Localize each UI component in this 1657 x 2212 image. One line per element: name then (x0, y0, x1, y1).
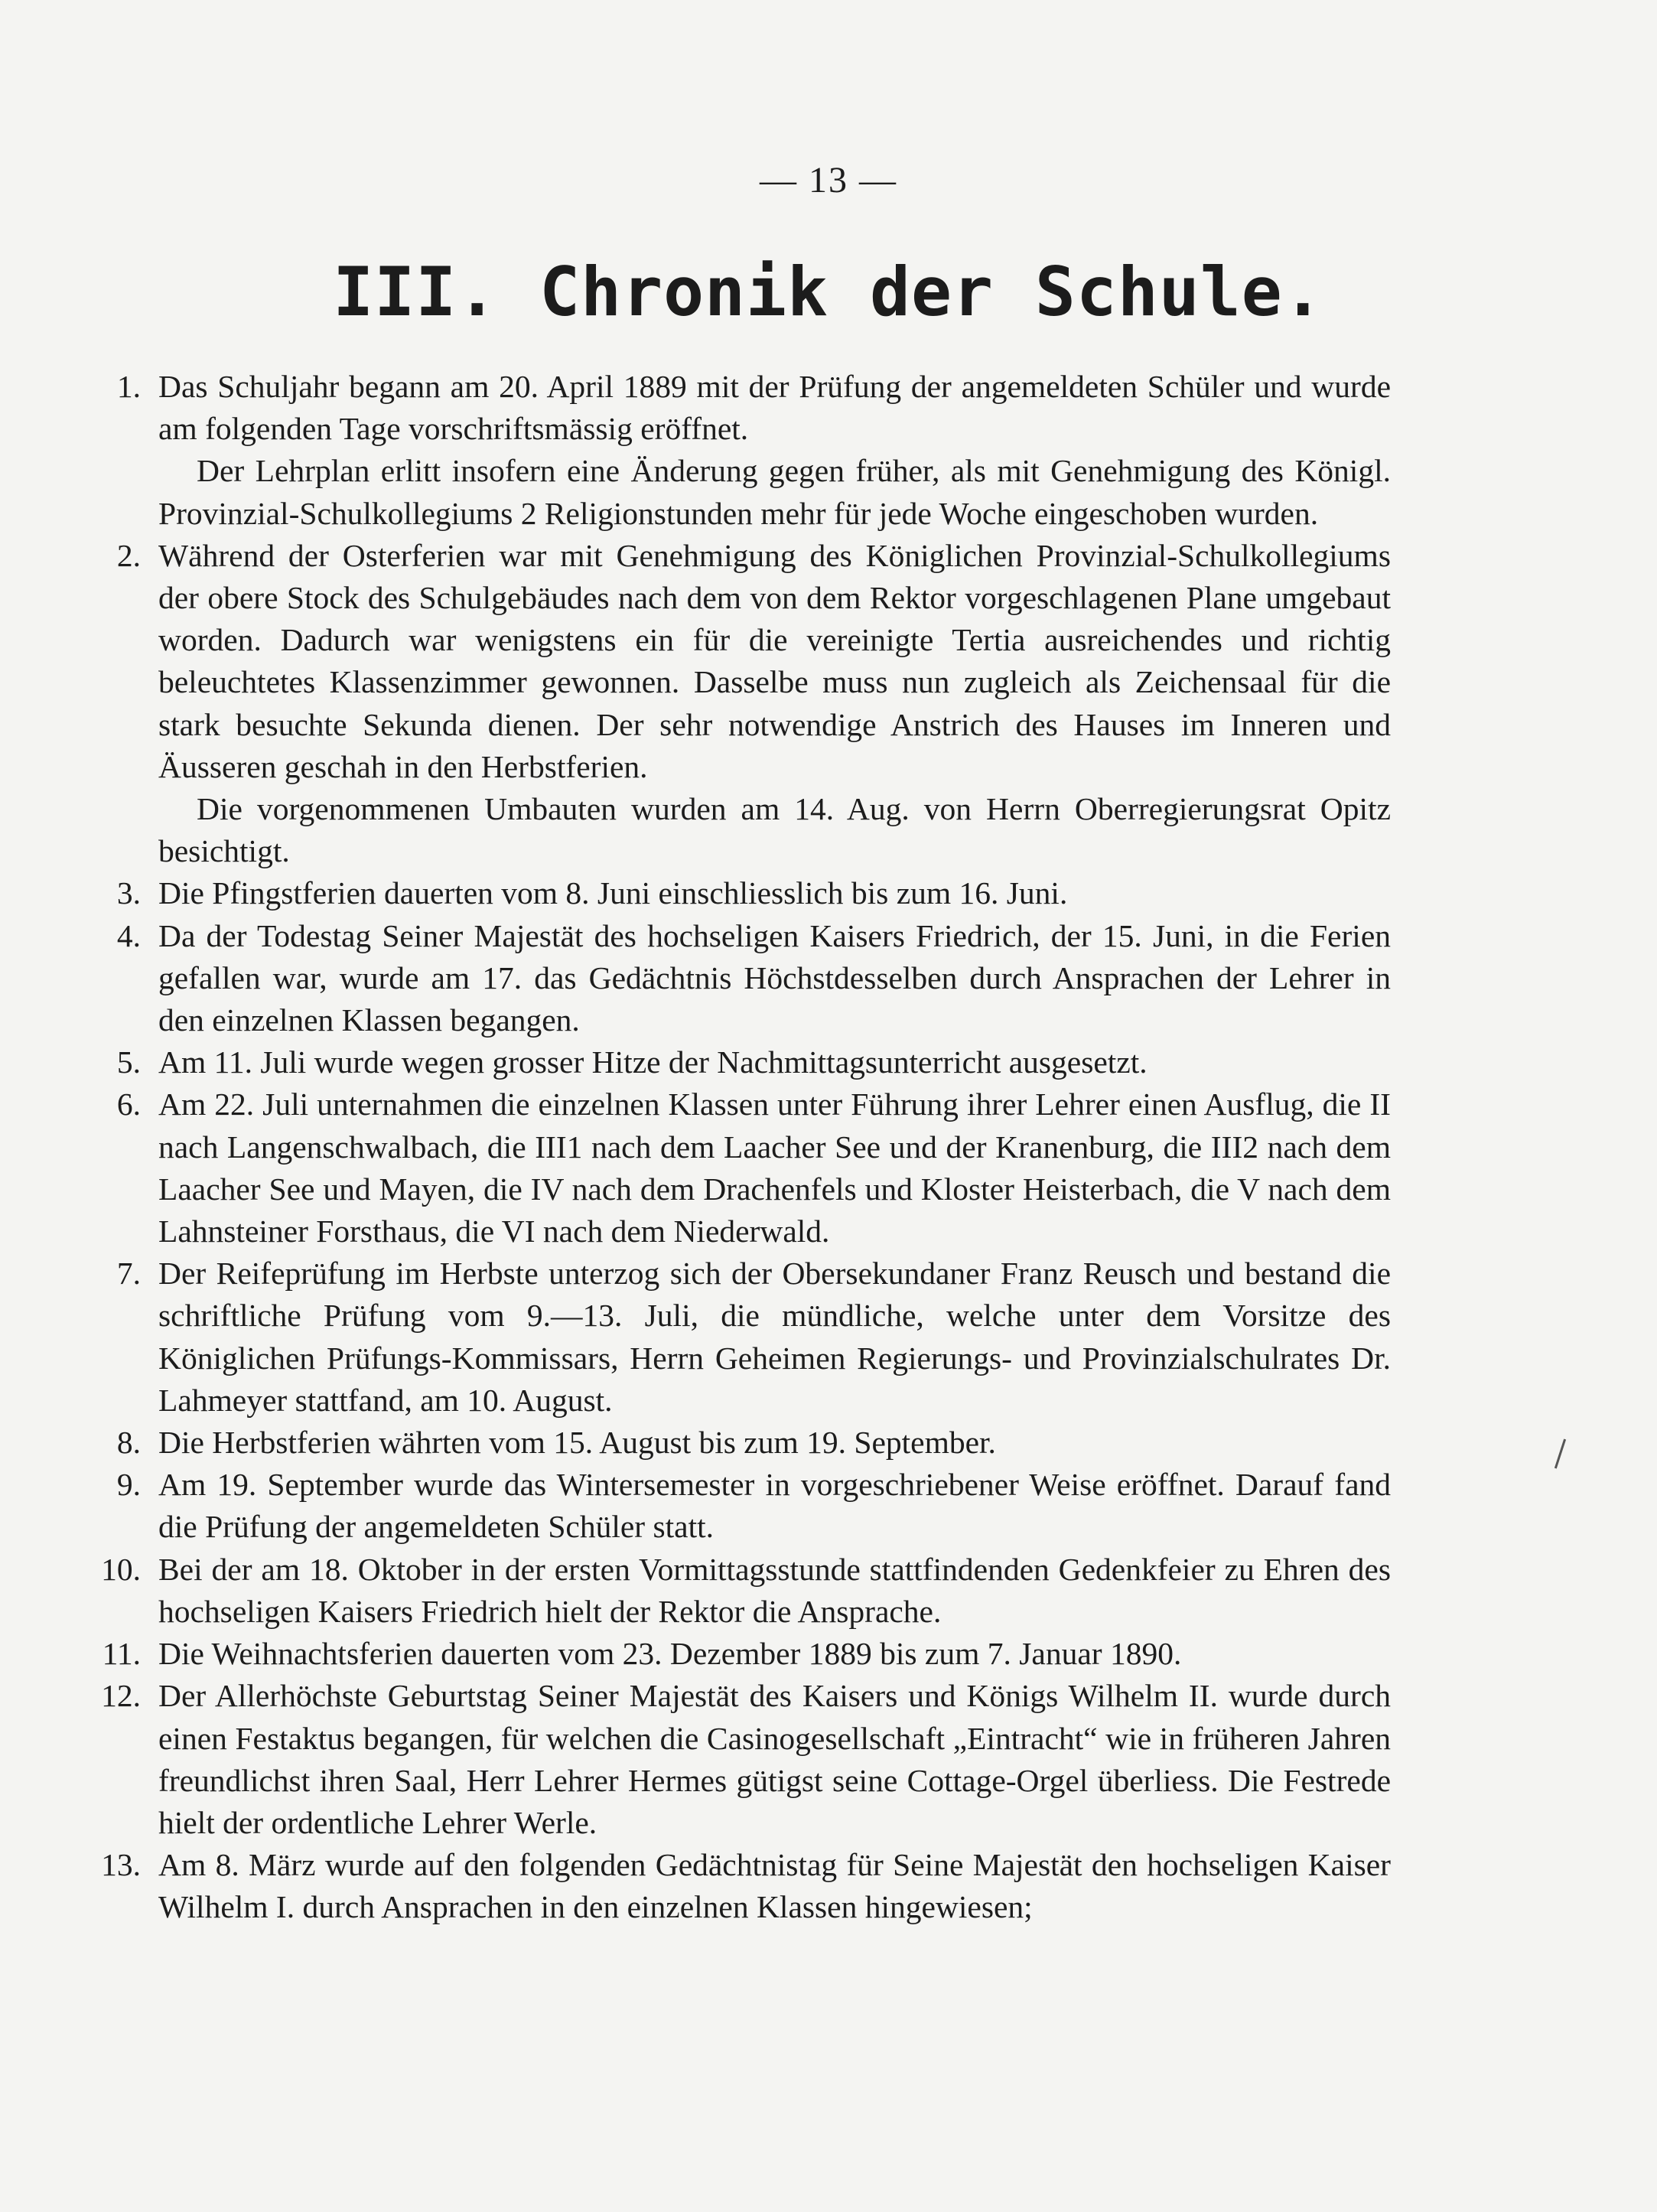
entry-number: 8. (116, 1425, 141, 1461)
entry-text: Während der Osterferien war mit Genehmigung des Königlichen Provinzial-Schulkollegiums der obere Stock des Schulgebäudes nach dem von dem Rektor vorgeschlagenen Plane umgebaut worden. Dadurch war wenigstens ein für die vereinigte Tertia ausreichendes und richtig beleuchtetes Klassenzimmer gewonnen. Dasselbe muss nun zugleich als Zeichensaal für die stark besuchte Sekunda dienen. Der sehr notwendige Anstrich des Hauses im Inneren und Äusseren geschah in den Herbstferien. (158, 537, 1391, 784)
entry-text: Da der Todestag Seiner Majestät des hochseligen Kaisers Friedrich, der 15. Juni, in die Ferien gefallen war, wurde am 17. das Gedächtnis Höchstdesselben durch Ansprachen der Lehrer in den einzelnen Klassen begangen. (158, 917, 1391, 1038)
chronicle-entry-9 (90, 1464, 1391, 1548)
chronicle-entry-4 (90, 915, 1391, 1042)
entry-text: Das Schuljahr begann am 20. April 1889 mit der Prüfung der angemeldeten Schüler und wurde am folgenden Tage vorschriftsmässig eröffnet. (158, 369, 1391, 447)
chronicle-entry-11 (90, 1633, 1391, 1675)
chapter-title: III. Chronik der Schule. (333, 252, 1324, 331)
chronicle-entry-13 (90, 1844, 1391, 1928)
entry-number: 6. (116, 1086, 141, 1122)
entry-number: 2. (116, 537, 141, 573)
entry-text: Die vorgenommenen Umbauten wurden am 14. Aug. von Herrn Oberregierungsrat Opitz besichtigt. (158, 791, 1391, 869)
chronicle-entry-1 (90, 366, 1391, 535)
page-number: — 13 — (760, 160, 897, 200)
chronicle-entry-7 (90, 1253, 1391, 1422)
entry-number: 7. (116, 1256, 141, 1292)
entry-text: Bei der am 18. Oktober in der ersten Vormittagsstunde stattfindenden Gedenkfeier zu Ehren des hochseligen Kaisers Friedrich hielt der Rektor die Ansprache. (158, 1551, 1391, 1629)
chronicle-entry-10 (90, 1549, 1391, 1633)
entry-number: 10. (101, 1551, 141, 1587)
entry-text: Am 22. Juli unternahmen die einzelnen Klassen unter Führung ihrer Lehrer einen Ausflug, die II nach Langenschwalbach, die III1 nach dem Laacher See und der Kranenburg, die III2 nach dem Laacher See und Mayen, die IV nach dem Drachenfels und Kloster Heisterbach, die V nach dem Lahnsteiner Forsthaus, die VI nach dem Niederwald. (158, 1086, 1391, 1249)
chronicle-list (90, 366, 1391, 1929)
entry-text: Die Weihnachtsferien dauerten vom 23. Dezember 1889 bis zum 7. Januar 1890. (158, 1636, 1182, 1672)
entry-text: Am 11. Juli wurde wegen grosser Hitze der Nachmittagsunterricht ausgesetzt. (158, 1044, 1148, 1080)
entry-number: 3. (116, 875, 141, 911)
entry-text: Der Reifeprüfung im Herbste unterzog sich der Obersekundaner Franz Reusch und bestand die schriftliche Prüfung vom 9.—13. Juli, die mündliche, welche unter dem Vorsitze des Königlichen Prüfungs-Kommissars, Herrn Geheimen Regierungs- und Provinzialschulrates Dr. Lahmeyer stattfand, am 10. August. (158, 1256, 1391, 1418)
entry-number: 11. (102, 1636, 141, 1672)
entry-number: 5. (116, 1044, 141, 1080)
entry-number: 13. (101, 1847, 141, 1883)
entry-number: 1. (116, 369, 141, 404)
entry-number: 4. (116, 917, 141, 953)
margin-pencil-mark (1554, 1439, 1566, 1469)
entry-text: Die Pfingstferien dauerten vom 8. Juni einschliesslich bis zum 16. Juni. (158, 875, 1068, 911)
entry-number: 12. (101, 1678, 141, 1714)
entry-text: Am 8. März wurde auf den folgenden Gedächtnistag für Seine Majestät den hochseligen Kaiser Wilhelm I. durch Ansprachen in den einzelnen Klassen hingewiesen; (158, 1847, 1391, 1925)
chronicle-entry-6 (90, 1083, 1391, 1253)
chronicle-entry-5 (90, 1041, 1391, 1083)
entry-text: Am 19. September wurde das Wintersemester in vorgeschriebener Weise eröffnet. Darauf fand die Prüfung der angemeldeten Schüler statt. (158, 1467, 1391, 1545)
entry-text: Die Herbstferien währten vom 15. August bis zum 19. September. (158, 1425, 996, 1461)
chronicle-entry-12 (90, 1675, 1391, 1844)
entry-text: Der Lehrplan erlitt insofern eine Änderung gegen früher, als mit Genehmigung des Königl. Provinzial-Schulkollegiums 2 Religionstunden mehr für jede Woche eingeschoben wurden. (158, 453, 1391, 531)
chronicle-entry-3 (90, 872, 1391, 914)
chronicle-entry-8 (90, 1422, 1391, 1464)
chronicle-entry-2 (90, 535, 1391, 873)
entry-number: 9. (116, 1467, 141, 1503)
entry-text: Der Allerhöchste Geburtstag Seiner Majestät des Kaisers und Königs Wilhelm II. wurde durch einen Festaktus begangen, für welchen die Casinogesellschaft „Eintracht“ wie in früheren Jahren freundlichst ihren Saal, Herr Lehrer Hermes gütigst seine Cottage-Orgel überliess. Die Festrede hielt der ordentliche Lehrer Werle. (158, 1678, 1391, 1840)
